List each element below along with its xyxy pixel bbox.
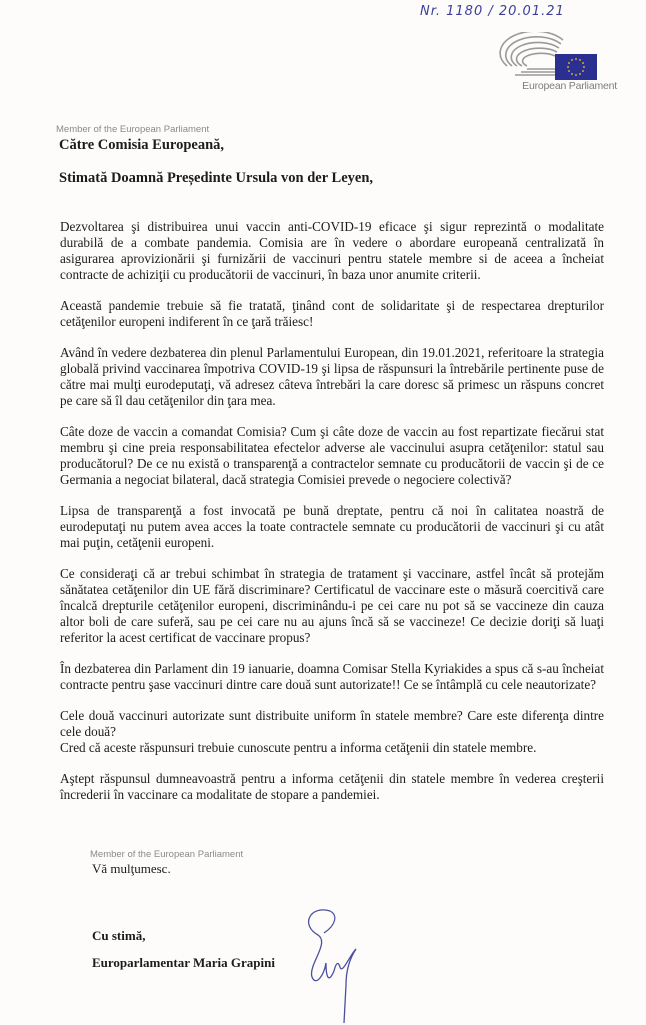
- paragraph: Ce consideraţi că ar trebui schimbat în strategia de tratament şi vaccinare, astfel încât să protejăm sănătatea cetăţenilor din UE fără discriminare? Certificatul de vaccinare este o măsură coercitivă care încalcă drepturile cetăţenilor europeni, discriminându-i pe cei care nu pot să se vaccineze din cauza altor boli de care suferă, sau pe cei care nu au ajuns încă să se vaccineze! Ce decizie doriţi să luaţi referitor la acest certificat de vaccinare propus?: [60, 566, 604, 645]
- european-parliament-logo: [497, 32, 617, 94]
- signature-block-label: Member of the European Parliament: [90, 849, 244, 860]
- closing-line: Cu stimă,: [92, 928, 146, 943]
- salutation: Stimată Doamnă Președinte Ursula von der Leyen,: [59, 170, 374, 186]
- logo-caption: European Parliament: [522, 80, 617, 92]
- eu-flag-icon: [555, 54, 597, 80]
- paragraph: În dezbaterea din Parlament din 19 ianuarie, doamna Comisar Stella Kyriakides a spus că s-au încheiat contracte pentru şase vaccinuri dintre care două sunt autorizate!! Ce se întâmplă cu cele neautorizate?: [60, 661, 604, 692]
- letterhead-label: Member of the European Parliament: [56, 124, 210, 135]
- addressee: Către Comisia Europeană,: [59, 137, 225, 153]
- paragraph: Această pandemie trebuie să fie tratată, ţinând cont de solidaritate şi de respectarea drepturilor cetăţenilor europeni indiferent în ce ţară trăiesc!: [60, 298, 604, 329]
- paragraph: Câte doze de vaccin a comandat Comisia? Cum şi câte doze de vaccin au fost repartizate fiecărui stat membru şi cine preia responsabilitatea efectelor adverse ale vaccinului asupra cetăţenilor: statul sau producătorul? De ce nu există o transparenţă a contractelor semnate cu producătorii de vaccin şi de ce Germania a negociat bilateral, dacă strategia Comisiei prevede o negociere colectivă?: [60, 424, 604, 487]
- paragraph: Aştept răspunsul dumneavoastră pentru a informa cetăţenii din statele membre în vederea creşterii încrederii în vaccinare ca modalitate de stopare a pandemiei.: [60, 771, 604, 802]
- paragraph: Lipsa de transparenţă a fost invocată pe bună dreptate, pentru că noi în calitatea noastră de eurodeputaţi nu putem avea acces la toate contractele semnate cu producătorii de vaccinuri şi cu atât mai puţin, cetăţenii europeni.: [60, 503, 604, 550]
- paragraph: Cred că aceste răspunsuri trebuie cunoscute pentru a informa cetăţenii din statele membre.: [60, 740, 537, 755]
- signer-name: Europarlamentar Maria Grapini: [92, 955, 275, 970]
- paragraph: Dezvoltarea şi distribuirea unui vaccin anti-COVID-19 eficace şi sigur reprezintă o modalitate durabilă de a combate pandemia. Comisia are în vedere o abordare europeană centralizată în asigurarea aprovizionării şi furnizării de vaccinuri pentru statele membre si de aceea a încheiat contracte de achiziţii cu producătorii de vaccinuri, în baza unor anumite criterii.: [60, 219, 604, 282]
- hemicycle-icon: [500, 32, 563, 75]
- hemicycle-flag-icon: [497, 32, 617, 80]
- handwritten-signature-icon: [290, 905, 370, 1025]
- paragraph: Cele două vaccinuri autorizate sunt distribuite uniform în statele membre? Care este diferenţa dintre cele două?: [60, 708, 604, 739]
- thanks-line: Vă mulţumesc.: [92, 861, 171, 876]
- letter-body: [60, 219, 604, 818]
- registration-number-stamp: Nr. 1180 / 20.01.21: [420, 4, 565, 19]
- paragraph: Având în vedere dezbaterea din plenul Parlamentului European, din 19.01.2021, referitoare la strategia globală privind vaccinarea împotriva COVID-19 şi lipsa de răspunsuri la întrebările pertinente puse de către mai mulţi eurodeputaţi, vă adresez câteva întrebări la care doresc să primesc un răspuns concret pe care să îl dau cetăţenilor din ţara mea.: [60, 345, 604, 408]
